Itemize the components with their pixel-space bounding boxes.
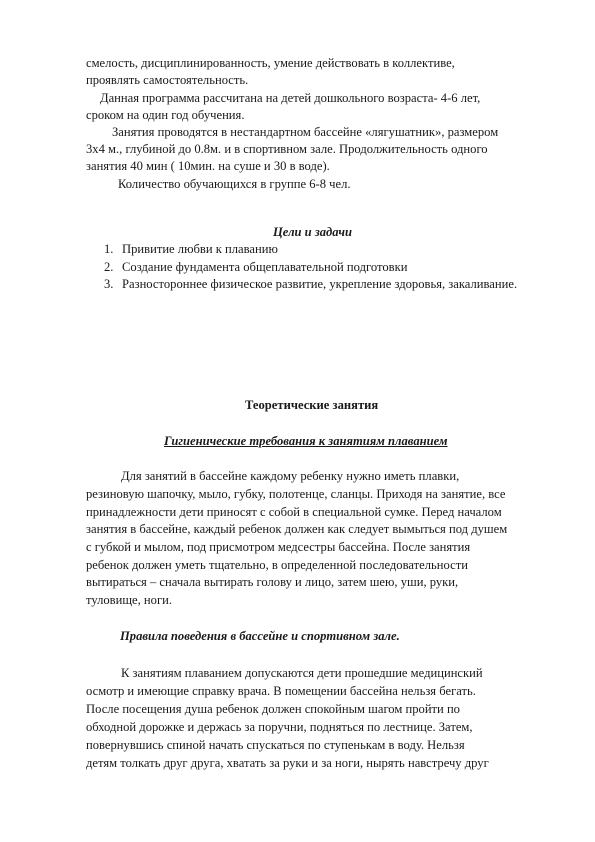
goal-number: 3. (104, 277, 114, 291)
goal-item: Создание фундамента общеплавательной подготовки (122, 260, 408, 274)
goal-number: 1. (104, 242, 114, 256)
goal-item: Привитие любви к плаванию (122, 242, 278, 256)
intro-line: сроком на один год обучения. (86, 108, 245, 122)
hygiene-line: занятия в бассейне, каждый ребенок должен как следует вымыться под душем (86, 522, 508, 536)
hygiene-line: туловище, ноги. (86, 593, 173, 607)
rules-line: После посещения душа ребенок должен спокойным шагом пройти по (86, 702, 460, 716)
rules-line: обходной дорожке и держась за поручни, подняться по лестнице. Затем, (86, 720, 473, 734)
hygiene-line: резиновую шапочку, мыло, губку, полотенце, сланцы. Приходя на занятие, все (86, 487, 506, 501)
rules-line: К занятиям плаванием допускаются дети прошедшие медицинский (121, 666, 483, 680)
goals-heading: Цели и задачи (273, 225, 353, 239)
rules-line: осмотр и имеющие справку врача. В помещении бассейна нельзя бегать. (86, 684, 476, 698)
hygiene-heading: Гигиенические требования к занятиям плаванием (164, 434, 448, 448)
rules-line: детям толкать друг друга, хватать за руки и за ноги, нырять навстречу друг (86, 756, 489, 770)
hygiene-line: с губкой и мылом, под присмотром медсестры бассейна. После занятия (86, 540, 471, 554)
hygiene-line: Для занятий в бассейне каждому ребенку нужно иметь плавки, (121, 469, 460, 483)
intro-line: Количество обучающихся в группе 6-8 чел. (118, 177, 351, 191)
hygiene-line: принадлежности дети приносят с собой в специальной сумке. Перед началом (86, 505, 502, 519)
theory-heading: Теоретические занятия (245, 398, 379, 412)
hygiene-line: ребенок должен уметь тщательно, в определенной последовательности (86, 558, 468, 572)
rules-heading: Правила поведения в бассейне и спортивном зале. (120, 629, 400, 643)
intro-line: Данная программа рассчитана на детей дошкольного возраста- 4-6 лет, (100, 91, 481, 105)
intro-line: смелость, дисциплинированность, умение действовать в коллективе, (86, 56, 455, 70)
goal-item: Разностороннее физическое развитие, укрепление здоровья, закаливание. (122, 277, 518, 291)
intro-line: проявлять самостоятельность. (86, 73, 249, 87)
hygiene-line: вытираться – сначала вытирать голову и лицо, затем шею, уши, руки, (86, 575, 459, 589)
goal-number: 2. (104, 260, 114, 274)
intro-line: Занятия проводятся в нестандартном бассейне «лягушатник», размером (112, 125, 499, 139)
intro-line: занятия 40 мин ( 10мин. на суше и 30 в воде). (86, 159, 330, 173)
intro-line: 3х4 м., глубиной до 0.8м. и в спортивном зале. Продолжительность одного (86, 142, 488, 156)
rules-line: повернувшись спиной начать спускаться по ступенькам в воду. Нельзя (86, 738, 465, 752)
